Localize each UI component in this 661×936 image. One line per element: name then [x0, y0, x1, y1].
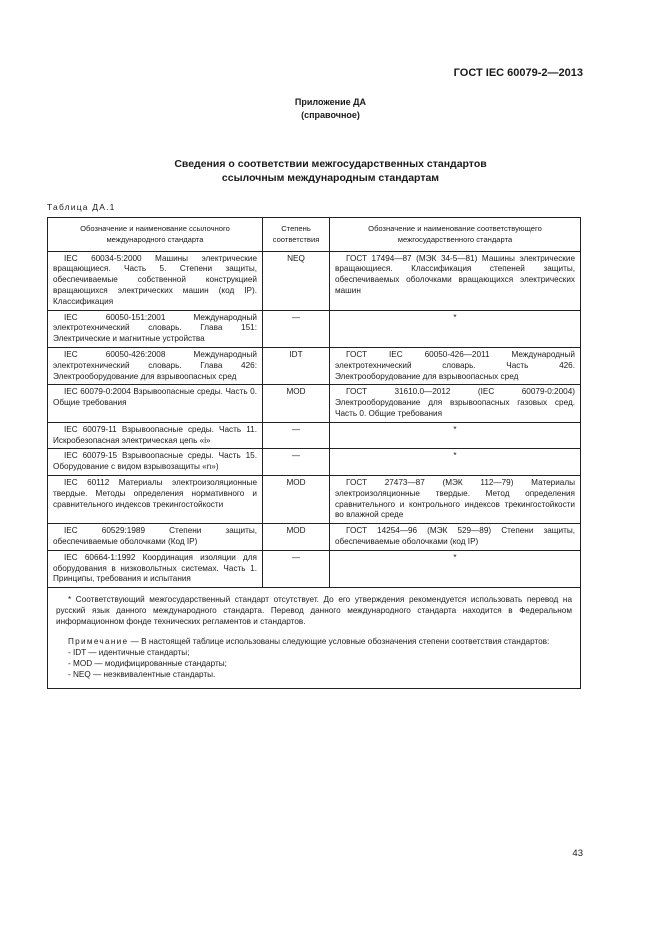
note-label: Примечание: [68, 637, 129, 647]
table-row: [48, 422, 581, 449]
interstate-standard-cell: ГОСТ 31610.0—2012 (IEC 60079-0:2004) Электрооборудование для взрывоопасных газовых сред. Часть 0. Общие требования: [330, 385, 581, 422]
degree-cell: —: [263, 550, 330, 587]
table-row: [48, 550, 581, 587]
interstate-standard-cell: *: [330, 422, 581, 449]
degree-cell: —: [263, 310, 330, 347]
international-standard-cell: IEC 60079-0:2004 Взрывоопасные среды. Часть 0. Общие требования: [48, 385, 263, 422]
degree-cell: MOD: [263, 524, 330, 551]
note-text: — В настоящей таблице использованы следующие условные обозначения степени соответствия стандартов:: [130, 637, 550, 647]
degree-cell: MOD: [263, 385, 330, 422]
section-title-line2: ссылочным международным стандартам: [221, 172, 440, 184]
document-code: ГОСТ IEC 60079-2—2013: [453, 67, 583, 79]
degree-cell: IDT: [263, 347, 330, 384]
table-row: [48, 524, 581, 551]
header-interstate-standard: Обозначение и наименование соответствующего межгосударственного стандарта: [330, 218, 581, 252]
table-row: [48, 347, 581, 384]
appendix-subtitle: (справочное): [301, 110, 360, 120]
header-degree: Степень соответствия: [263, 218, 330, 252]
interstate-standard-cell: ГОСТ IEC 60050-426—2011 Международный электротехнический словарь. Часть 426. Электрооборудование для взрывоопасных сред: [330, 347, 581, 384]
international-standard-cell: IEC 60079-15 Взрывоопасные среды. Часть 15. Оборудование с видом взрывозащиты «n»): [48, 449, 263, 476]
international-standard-cell: IEC 60079-11 Взрывоопасные среды. Часть 11. Искробезопасная электрическая цепь «i»: [48, 422, 263, 449]
interstate-standard-cell: ГОСТ 14254—96 (МЭК 529—89) Степени защиты, обеспечиваемые оболочками (код IP): [330, 524, 581, 551]
degree-cell: —: [263, 422, 330, 449]
interstate-standard-cell: *: [330, 550, 581, 587]
appendix-title: Приложение ДА: [294, 97, 367, 107]
international-standard-cell: IEC 60664-1:1992 Координация изоляции для оборудования в низковольтных системах. Часть 1. Принципы, требования и испытания: [48, 550, 263, 587]
interstate-standard-cell: ГОСТ 27473—87 (МЭК 112—79) Материалы электроизоляционные твердые. Метод определения сравнительного и контрольного индексов трекингостойкости во влажной среде: [330, 475, 581, 523]
section-title-line1: Сведения о соответствии межгосударственных стандартов: [174, 158, 487, 170]
abbreviation-item: - IDT — идентичные стандарты;: [68, 648, 190, 658]
degree-cell: NEQ: [263, 251, 330, 310]
page-number: 43: [572, 848, 583, 859]
international-standard-cell: IEC 60529:1989 Степени защиты, обеспечиваемые оболочками (Код IP): [48, 524, 263, 551]
table-footer-row: [48, 588, 581, 689]
table-row: [48, 310, 581, 347]
appendix-heading: [0, 96, 661, 122]
abbreviation-item: - NEQ — неэквивалентные стандарты.: [68, 670, 216, 680]
header-international-standard: Обозначение и наименование ссылочного международного стандарта: [48, 218, 263, 252]
interstate-standard-cell: ГОСТ 17494—87 (МЭК 34-5—81) Машины электрические вращающиеся. Классификация степеней защиты, обеспечиваемых оболочками вращающихся электрических машин: [330, 251, 581, 310]
international-standard-cell: IEC 60050-151:2001 Международный электротехнический словарь. Глава 151: Электрические и магнитные устройства: [48, 310, 263, 347]
international-standard-cell: IEC 60034-5:2000 Машины электрические вращающиеся. Часть 5. Степени защиты, обеспечиваемые собственной конструкцией вращающихся электрических машин (код IP). Классификация: [48, 251, 263, 310]
degree-cell: MOD: [263, 475, 330, 523]
degree-cell: —: [263, 449, 330, 476]
section-title: [0, 157, 661, 185]
footnote: * Соответствующий межгосударственный стандарт отсутствует. До его утверждения рекомендуется использовать перевод на русский язык данного международного стандарта. Перевод данного международного стандарта находится в Федеральном информационном фонде технических регламентов и стандартов.: [56, 595, 572, 627]
international-standard-cell: IEC 60050-426:2008 Международный электротехнический словарь. Глава 426: Электрооборудование для взрывоопасных сред: [48, 347, 263, 384]
table-footer: [48, 588, 581, 689]
interstate-standard-cell: *: [330, 449, 581, 476]
table-caption: Таблица ДА.1: [47, 202, 116, 212]
note: [56, 636, 572, 647]
table-row: [48, 449, 581, 476]
abbreviation-item: - MOD — модифицированные стандарты;: [68, 659, 227, 669]
table-header-row: [48, 218, 581, 252]
international-standard-cell: IEC 60112 Материалы электроизоляционные твердые. Методы определения нормативного и сравнительного индексов трекингостойкости: [48, 475, 263, 523]
table-row: [48, 385, 581, 422]
table-row: [48, 475, 581, 523]
table-row: [48, 251, 581, 310]
interstate-standard-cell: *: [330, 310, 581, 347]
correspondence-table: [47, 217, 581, 689]
